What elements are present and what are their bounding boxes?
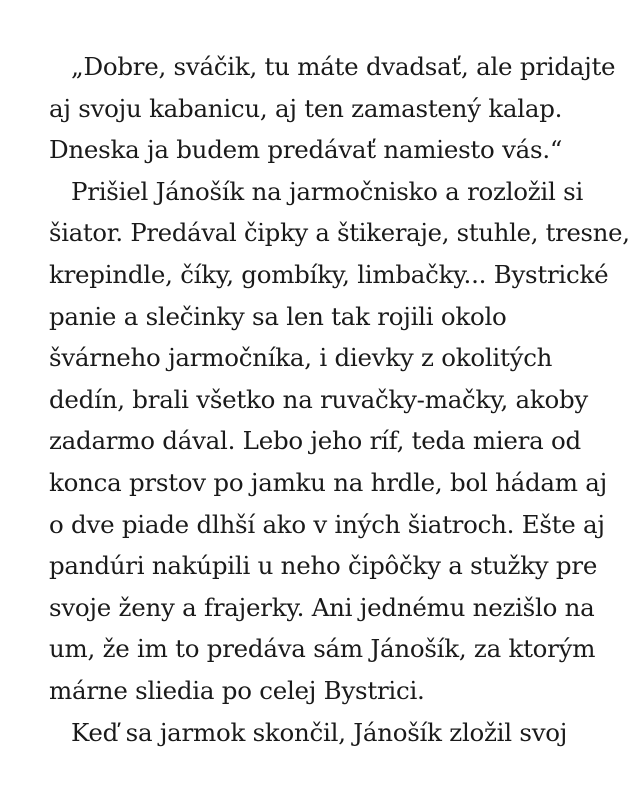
text-line: panie a slečinky sa len tak rojili okolo <box>49 301 507 331</box>
text-line: márne sliedia po celej Bystrici. <box>49 675 425 705</box>
text-line: Dneska ja budem predávať namiesto vás.“ <box>49 135 563 165</box>
text-line: konca prstov po jamku na hrdle, bol hádam aj <box>49 467 607 497</box>
text-line: dedín, brali všetko na ruvačky-mačky, akoby <box>49 384 589 414</box>
text-line: um, že im to predáva sám Jánošík, za ktorým <box>49 634 596 664</box>
text-line: krepindle, číky, gombíky, limbačky... Bystrické <box>49 259 609 289</box>
text-line: švárneho jarmočníka, i dievky z okolitých <box>49 343 553 373</box>
text-line: zadarmo dával. Lebo jeho ríf, teda miera od <box>49 426 581 456</box>
text-line: Prišiel Jánošík na jarmočnisko a rozložil si <box>71 176 584 206</box>
text-line: svoje ženy a frajerky. Ani jednému nezišlo na <box>49 592 595 622</box>
body-text <box>49 46 630 753</box>
text-line: Keď sa jarmok skončil, Jánošík zložil svoj <box>71 717 568 747</box>
text-line: aj svoju kabanicu, aj ten zamastený kalap. <box>49 93 563 123</box>
text-line: šiator. Predával čipky a štikeraje, stuhle, tresne, <box>49 218 630 248</box>
text-line: „Dobre, sváčik, tu máte dvadsať, ale pridajte <box>71 52 616 81</box>
text-line: o dve piade dlhší ako v iných šiatroch. Ešte aj <box>49 509 605 539</box>
text-line: pandúri nakúpili u neho čipôčky a stužky pre <box>49 551 598 581</box>
